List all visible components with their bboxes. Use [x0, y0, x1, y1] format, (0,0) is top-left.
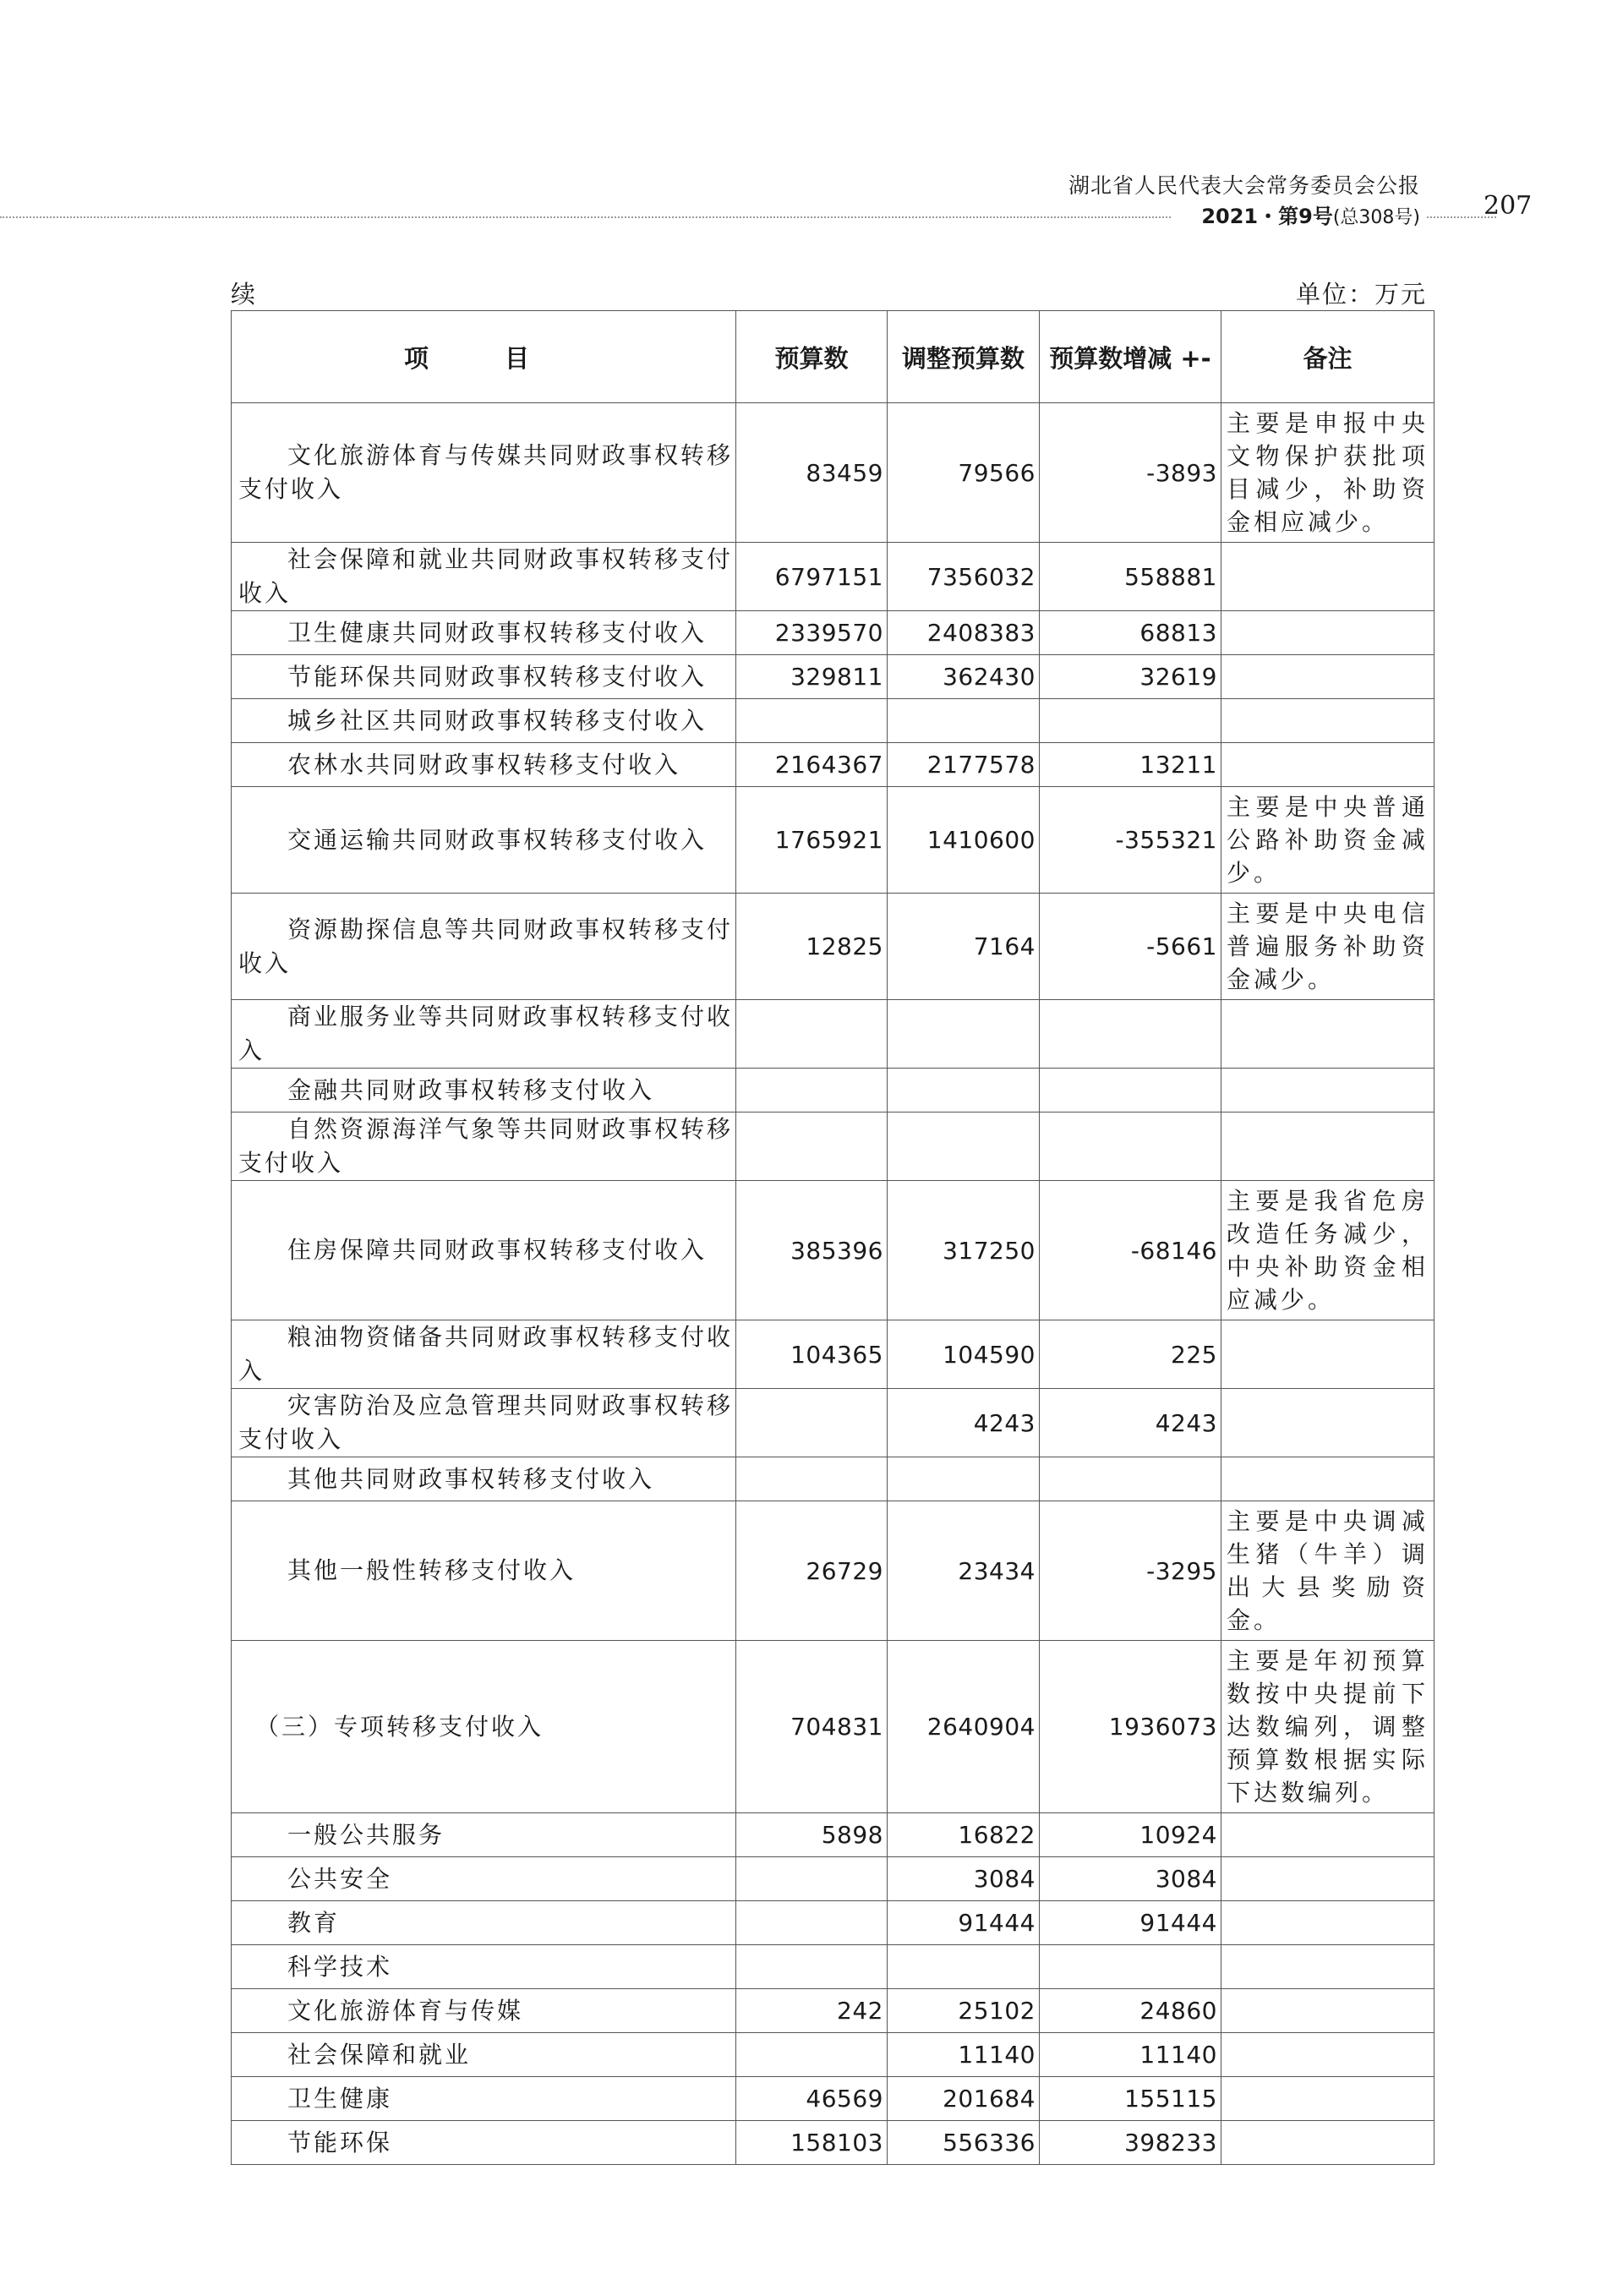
row-note-cell: 主要是我省危房改造任务减少，中央补助资金相应减少。	[1221, 1181, 1434, 1320]
row-adjusted-cell: 16822	[888, 1813, 1040, 1857]
row-note-cell	[1221, 611, 1434, 655]
row-budget-cell	[736, 1457, 888, 1501]
row-change-cell	[1040, 1000, 1221, 1069]
row-adjusted-cell: 23434	[888, 1501, 1040, 1641]
row-note-cell	[1221, 1320, 1434, 1389]
row-adjusted-cell	[888, 1457, 1040, 1501]
row-adjusted-cell: 4243	[888, 1389, 1040, 1457]
row-adjusted-cell: 317250	[888, 1181, 1040, 1320]
table-row	[232, 1501, 1434, 1641]
row-budget-cell	[736, 1945, 888, 1989]
table-row	[232, 2121, 1434, 2165]
row-change-cell: -68146	[1040, 1181, 1221, 1320]
row-item-cell: 其他共同财政事权转移支付收入	[232, 1457, 736, 1501]
row-change-cell: 32619	[1040, 655, 1221, 699]
table-row	[232, 543, 1434, 611]
row-budget-cell	[736, 2033, 888, 2077]
row-item-cell: 教育	[232, 1901, 736, 1945]
table-body	[232, 403, 1434, 2165]
row-budget-cell: 2339570	[736, 611, 888, 655]
table-row	[232, 787, 1434, 894]
row-item-cell: 自然资源海洋气象等共同财政事权转移支付收入	[232, 1112, 736, 1181]
row-adjusted-cell	[888, 1945, 1040, 1989]
row-note-cell	[1221, 1389, 1434, 1457]
row-adjusted-cell: 3084	[888, 1857, 1040, 1901]
row-adjusted-cell: 25102	[888, 1989, 1040, 2033]
total-issue-label: (总308号)	[1332, 207, 1420, 228]
unit-label: 单位：万元	[1295, 280, 1427, 309]
row-budget-cell: 704831	[736, 1641, 888, 1813]
row-adjusted-cell: 556336	[888, 2121, 1040, 2165]
row-note-cell	[1221, 2121, 1434, 2165]
row-note-cell: 主要是年初预算数按中央提前下达数编列，调整预算数根据实际下达数编列。	[1221, 1641, 1434, 1813]
row-adjusted-cell	[888, 1000, 1040, 1069]
row-item-cell: 金融共同财政事权转移支付收入	[232, 1069, 736, 1112]
row-budget-cell: 329811	[736, 655, 888, 699]
row-item-cell: 卫生健康共同财政事权转移支付收入	[232, 611, 736, 655]
budget-adjustment-table	[231, 310, 1434, 2165]
column-header-adjusted: 调整预算数	[888, 311, 1040, 403]
row-item-cell: 节能环保共同财政事权转移支付收入	[232, 655, 736, 699]
row-item-cell: 文化旅游体育与传媒	[232, 1989, 736, 2033]
row-note-cell: 主要是中央普通公路补助资金减少。	[1221, 787, 1434, 894]
table-row	[232, 403, 1434, 543]
table-row	[232, 1457, 1434, 1501]
table-row	[232, 1181, 1434, 1320]
row-note-cell	[1221, 2033, 1434, 2077]
row-item-cell: 一般公共服务	[232, 1813, 736, 1857]
row-note-cell	[1221, 1000, 1434, 1069]
row-change-cell: 3084	[1040, 1857, 1221, 1901]
row-item-cell: 社会保障和就业共同财政事权转移支付收入	[232, 543, 736, 611]
row-change-cell: 1936073	[1040, 1641, 1221, 1813]
table-row	[232, 1901, 1434, 1945]
row-note-cell	[1221, 1857, 1434, 1901]
row-change-cell	[1040, 1069, 1221, 1112]
row-budget-cell	[736, 1857, 888, 1901]
row-adjusted-cell: 91444	[888, 1901, 1040, 1945]
row-budget-cell: 46569	[736, 2077, 888, 2121]
row-change-cell: 155115	[1040, 2077, 1221, 2121]
row-note-cell: 主要是中央调减生猪（牛羊）调出大县奖励资金。	[1221, 1501, 1434, 1641]
row-budget-cell: 5898	[736, 1813, 888, 1857]
row-budget-cell	[736, 1069, 888, 1112]
row-adjusted-cell: 7164	[888, 894, 1040, 1000]
row-adjusted-cell: 11140	[888, 2033, 1040, 2077]
header-dotted-rule-left	[0, 216, 1171, 218]
row-change-cell: -355321	[1040, 787, 1221, 894]
row-adjusted-cell: 362430	[888, 655, 1040, 699]
column-header-item: 项 目	[232, 311, 736, 403]
row-adjusted-cell: 201684	[888, 2077, 1040, 2121]
row-change-cell	[1040, 699, 1221, 743]
table-row	[232, 1945, 1434, 1989]
row-note-cell	[1221, 743, 1434, 787]
table-row	[232, 655, 1434, 699]
row-adjusted-cell: 2177578	[888, 743, 1040, 787]
row-budget-cell: 242	[736, 1989, 888, 2033]
row-adjusted-cell: 7356032	[888, 543, 1040, 611]
row-change-cell: 11140	[1040, 2033, 1221, 2077]
row-budget-cell	[736, 699, 888, 743]
row-note-cell	[1221, 1989, 1434, 2033]
row-budget-cell	[736, 1389, 888, 1457]
row-adjusted-cell: 2640904	[888, 1641, 1040, 1813]
row-change-cell: 91444	[1040, 1901, 1221, 1945]
row-budget-cell: 104365	[736, 1320, 888, 1389]
table-row	[232, 1000, 1434, 1069]
row-item-cell: 社会保障和就业	[232, 2033, 736, 2077]
column-header-budget: 预算数	[736, 311, 888, 403]
row-adjusted-cell	[888, 1112, 1040, 1181]
row-change-cell	[1040, 1457, 1221, 1501]
table-row	[232, 1320, 1434, 1389]
row-adjusted-cell: 79566	[888, 403, 1040, 543]
row-budget-cell	[736, 1112, 888, 1181]
table-header-row	[232, 311, 1434, 403]
table-row	[232, 894, 1434, 1000]
table-row	[232, 2077, 1434, 2121]
issue-number	[1201, 200, 1420, 229]
table-row	[232, 1857, 1434, 1901]
row-budget-cell	[736, 1901, 888, 1945]
row-budget-cell: 83459	[736, 403, 888, 543]
row-budget-cell: 26729	[736, 1501, 888, 1641]
gazette-title: 湖北省人民代表大会常务委员会公报	[1068, 173, 1420, 198]
row-budget-cell: 12825	[736, 894, 888, 1000]
row-change-cell: -5661	[1040, 894, 1221, 1000]
row-change-cell	[1040, 1112, 1221, 1181]
table-row	[232, 1112, 1434, 1181]
table-row	[232, 1989, 1434, 2033]
row-note-cell	[1221, 543, 1434, 611]
row-change-cell: 225	[1040, 1320, 1221, 1389]
row-note-cell: 主要是中央电信普遍服务补助资金减少。	[1221, 894, 1434, 1000]
row-item-cell: 科学技术	[232, 1945, 736, 1989]
row-note-cell	[1221, 1901, 1434, 1945]
row-budget-cell: 6797151	[736, 543, 888, 611]
row-note-cell	[1221, 1457, 1434, 1501]
row-note-cell	[1221, 2077, 1434, 2121]
page-number: 207	[1484, 191, 1533, 221]
row-budget-cell	[736, 1000, 888, 1069]
row-change-cell: -3893	[1040, 403, 1221, 543]
column-header-note: 备注	[1221, 311, 1434, 403]
table-row	[232, 2033, 1434, 2077]
column-header-change: 预算数增减 +-	[1040, 311, 1221, 403]
row-adjusted-cell: 104590	[888, 1320, 1040, 1389]
row-change-cell: 24860	[1040, 1989, 1221, 2033]
row-item-cell: 商业服务业等共同财政事权转移支付收入	[232, 1000, 736, 1069]
table-row	[232, 743, 1434, 787]
row-budget-cell: 158103	[736, 2121, 888, 2165]
table-row	[232, 699, 1434, 743]
row-adjusted-cell: 1410600	[888, 787, 1040, 894]
table-row	[232, 1389, 1434, 1457]
row-adjusted-cell	[888, 699, 1040, 743]
row-item-cell: 资源勘探信息等共同财政事权转移支付收入	[232, 894, 736, 1000]
row-change-cell: 4243	[1040, 1389, 1221, 1457]
continued-label: 续	[231, 280, 256, 309]
row-adjusted-cell	[888, 1069, 1040, 1112]
row-change-cell: 558881	[1040, 543, 1221, 611]
row-change-cell: -3295	[1040, 1501, 1221, 1641]
row-note-cell	[1221, 1813, 1434, 1857]
row-note-cell	[1221, 699, 1434, 743]
row-budget-cell: 2164367	[736, 743, 888, 787]
row-budget-cell: 385396	[736, 1181, 888, 1320]
row-adjusted-cell: 2408383	[888, 611, 1040, 655]
row-item-cell: 农林水共同财政事权转移支付收入	[232, 743, 736, 787]
row-item-cell: 灾害防治及应急管理共同财政事权转移支付收入	[232, 1389, 736, 1457]
row-note-cell	[1221, 1112, 1434, 1181]
table-row	[232, 1813, 1434, 1857]
table-row	[232, 1641, 1434, 1813]
row-item-cell: 粮油物资储备共同财政事权转移支付收入	[232, 1320, 736, 1389]
row-item-cell: 住房保障共同财政事权转移支付收入	[232, 1181, 736, 1320]
row-note-cell	[1221, 1945, 1434, 1989]
row-note-cell: 主要是申报中央文物保护获批项目减少，补助资金相应减少。	[1221, 403, 1434, 543]
issue-label: 2021・第9号	[1201, 205, 1333, 228]
row-item-cell: 卫生健康	[232, 2077, 736, 2121]
row-change-cell: 13211	[1040, 743, 1221, 787]
row-item-cell: 交通运输共同财政事权转移支付收入	[232, 787, 736, 894]
row-item-cell: 文化旅游体育与传媒共同财政事权转移支付收入	[232, 403, 736, 543]
row-item-cell: 节能环保	[232, 2121, 736, 2165]
row-change-cell: 68813	[1040, 611, 1221, 655]
row-budget-cell: 1765921	[736, 787, 888, 894]
table-row	[232, 1069, 1434, 1112]
table-row	[232, 611, 1434, 655]
row-change-cell	[1040, 1945, 1221, 1989]
row-item-cell: （三）专项转移支付收入	[232, 1641, 736, 1813]
row-item-cell: 公共安全	[232, 1857, 736, 1901]
row-note-cell	[1221, 1069, 1434, 1112]
row-item-cell: 其他一般性转移支付收入	[232, 1501, 736, 1641]
row-change-cell: 398233	[1040, 2121, 1221, 2165]
row-change-cell: 10924	[1040, 1813, 1221, 1857]
row-note-cell	[1221, 655, 1434, 699]
row-item-cell: 城乡社区共同财政事权转移支付收入	[232, 699, 736, 743]
